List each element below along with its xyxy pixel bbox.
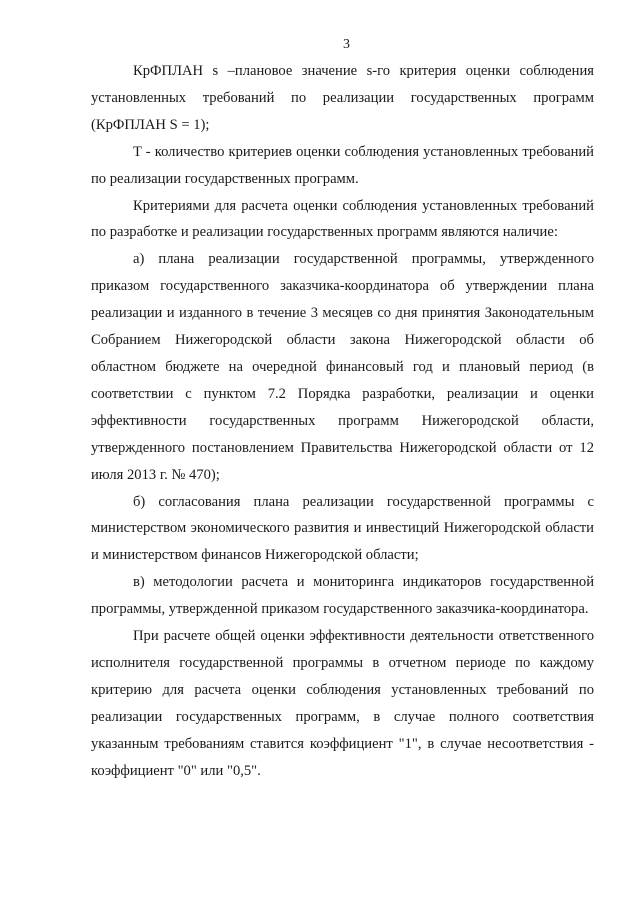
page-number: 3	[343, 37, 350, 52]
paragraph-criterion-v: в) методологии расчета и мониторинга индикаторов государственной программы, утвержденной приказом государственного заказчика-координатора.	[91, 574, 594, 618]
paragraph-t-definition: T - количество критериев оценки соблюдения установленных требований по реализации государственных программ.	[91, 143, 594, 187]
paragraph-coefficient-rule: При расчете общей оценки эффективности деятельности ответственного исполнителя государственной программы в отчетном периоде по каждому критерию для расчета оценки соблюдения установленных требований по реализации государственных программ, в случае полного соответствия указанным требованиям ставится коэффициент "1", в случае несоответствия - коэффициент "0" или "0,5".	[91, 628, 594, 779]
paragraph-krfplan-definition: КрФПЛАН s –плановое значение s-го критерия оценки соблюдения установленных требований по реализации государственных программ (КрФПЛАН S = 1);	[91, 63, 594, 133]
paragraph-criteria-intro: Критериями для расчета оценки соблюдения установленных требований по разработке и реализации государственных программ являются наличие:	[91, 197, 594, 241]
paragraph-criterion-b: б) согласования плана реализации государственной программы с министерством экономического развития и инвестиций Нижегородской области и министерством финансов Нижегородской области;	[91, 493, 594, 564]
paragraph-criterion-a: а) плана реализации государственной программы, утвержденного приказом государственного заказчика-координатора об утверждении плана реализации и изданного в течение 3 месяцев со дня принятия Законодательным Собранием Нижегородской области закона Нижегородской области об областном бюджете на очередной финансовый год и плановый период (в соответствии с пунктом 7.2 Порядка разработки, реализации и оценки эффективности государственных программ Нижегородской области, утвержденного постановлением Правительства Нижегородской области от 12 июля 2013 г. № 470);	[91, 251, 594, 483]
